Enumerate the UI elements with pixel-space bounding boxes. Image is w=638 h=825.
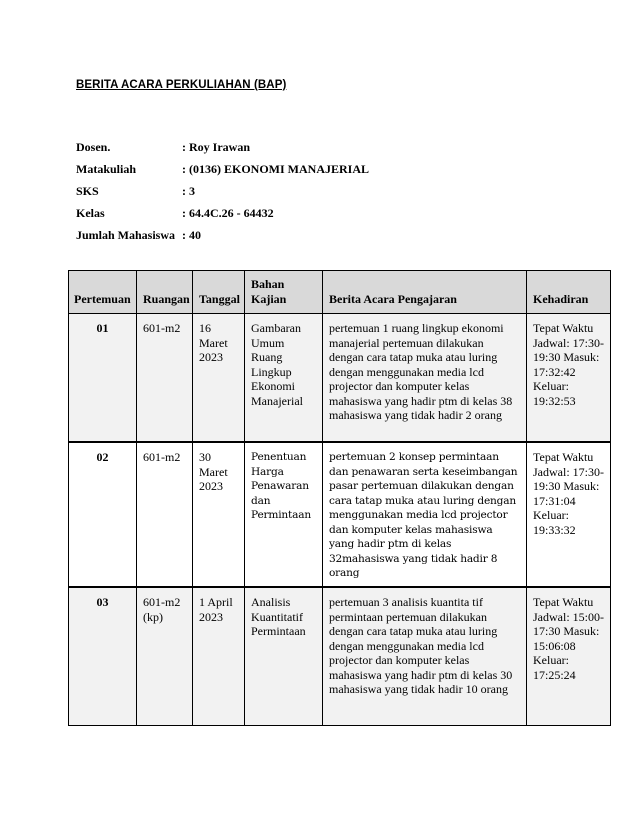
header-ruangan: Ruangan	[137, 271, 193, 314]
header-berita-acara: Berita Acara Pengajaran	[323, 271, 527, 314]
cell-pertemuan: 02	[69, 442, 137, 587]
info-row-dosen	[76, 136, 369, 158]
course-info	[76, 136, 369, 246]
header-kehadiran: Kehadiran	[527, 271, 611, 314]
cell-tanggal: 1 April 2023	[193, 587, 245, 726]
cell-berita-acara: pertemuan 3 analisis kuantita tif permintaan pertemuan dilakukan dengan cara tatap muka atau luring dengan menggunakan media lcd projector dan komputer kelas mahasiswa yang hadir ptm di kelas 30 mahasiswa yang tidak hadir 10 orang	[323, 587, 527, 726]
info-value: : Roy Irawan	[182, 139, 250, 154]
cell-bahan-kajian: Penentuan Harga Penawaran dan Permintaan	[245, 442, 323, 587]
table-row	[69, 587, 611, 726]
info-value: : 3	[182, 183, 195, 198]
info-value: : 64.4C.26 - 64432	[182, 205, 274, 220]
info-value: : (0136) EKONOMI MANAJERIAL	[182, 161, 369, 176]
cell-ruangan: 601-m2	[137, 314, 193, 443]
info-label: Kelas	[76, 205, 105, 220]
cell-tanggal: 16 Maret 2023	[193, 314, 245, 443]
info-row-kelas	[76, 202, 369, 224]
cell-ruangan: 601-m2 (kp)	[137, 587, 193, 726]
cell-bahan-kajian: Gambaran Umum Ruang Lingkup Ekonomi Manajerial	[245, 314, 323, 443]
cell-kehadiran: Tepat Waktu Jadwal: 15:00-17:30 Masuk: 15:06:08 Keluar: 17:25:24	[527, 587, 611, 726]
document-title: BERITA ACARA PERKULIAHAN (BAP)	[76, 79, 287, 91]
cell-tanggal: 30 Maret 2023	[193, 442, 245, 587]
cell-pertemuan: 03	[69, 587, 137, 726]
header-pertemuan: Pertemuan	[69, 271, 137, 314]
header-bahan-kajian: Bahan Kajian	[245, 271, 323, 314]
info-label: Matakuliah	[76, 161, 137, 176]
info-row-jumlah-mahasiswa	[76, 224, 369, 246]
cell-kehadiran: Tepat Waktu Jadwal: 17:30-19:30 Masuk: 17:31:04 Keluar: 19:33:32	[527, 442, 611, 587]
bap-table	[68, 270, 611, 726]
info-label: Jumlah Mahasiswa	[76, 227, 176, 242]
cell-ruangan: 601-m2	[137, 442, 193, 587]
cell-bahan-kajian: Analisis Kuantitatif Permintaan	[245, 587, 323, 726]
cell-berita-acara: pertemuan 1 ruang lingkup ekonomi manajerial pertemuan dilakukan dengan cara tatap muka atau luring dengan menggunakan media lcd projector dan komputer kelas mahasiswa yang hadir ptm di kelas 38 mahasiswa yang tidak hadir 2 orang	[323, 314, 527, 443]
info-label: SKS	[76, 183, 99, 198]
info-row-matakuliah	[76, 158, 369, 180]
cell-berita-acara: pertemuan 2 konsep permintaan dan penawaran serta keseimbangan pasar pertemuan dilakukan dengan cara tatap muka atau luring dengan menggunakan media lcd projector dan komputer kelas mahasiswa yang hadir ptm di kelas 32mahasiswa yang tidak hadir 8 orang	[323, 442, 527, 587]
header-tanggal: Tanggal	[193, 271, 245, 314]
table-row	[69, 442, 611, 587]
info-label: Dosen.	[76, 139, 111, 154]
info-value: : 40	[182, 227, 201, 242]
table-row	[69, 314, 611, 443]
info-row-sks	[76, 180, 369, 202]
cell-kehadiran: Tepat Waktu Jadwal: 17:30-19:30 Masuk: 17:32:42 Keluar: 19:32:53	[527, 314, 611, 443]
table-header-row	[69, 271, 611, 314]
cell-pertemuan: 01	[69, 314, 137, 443]
